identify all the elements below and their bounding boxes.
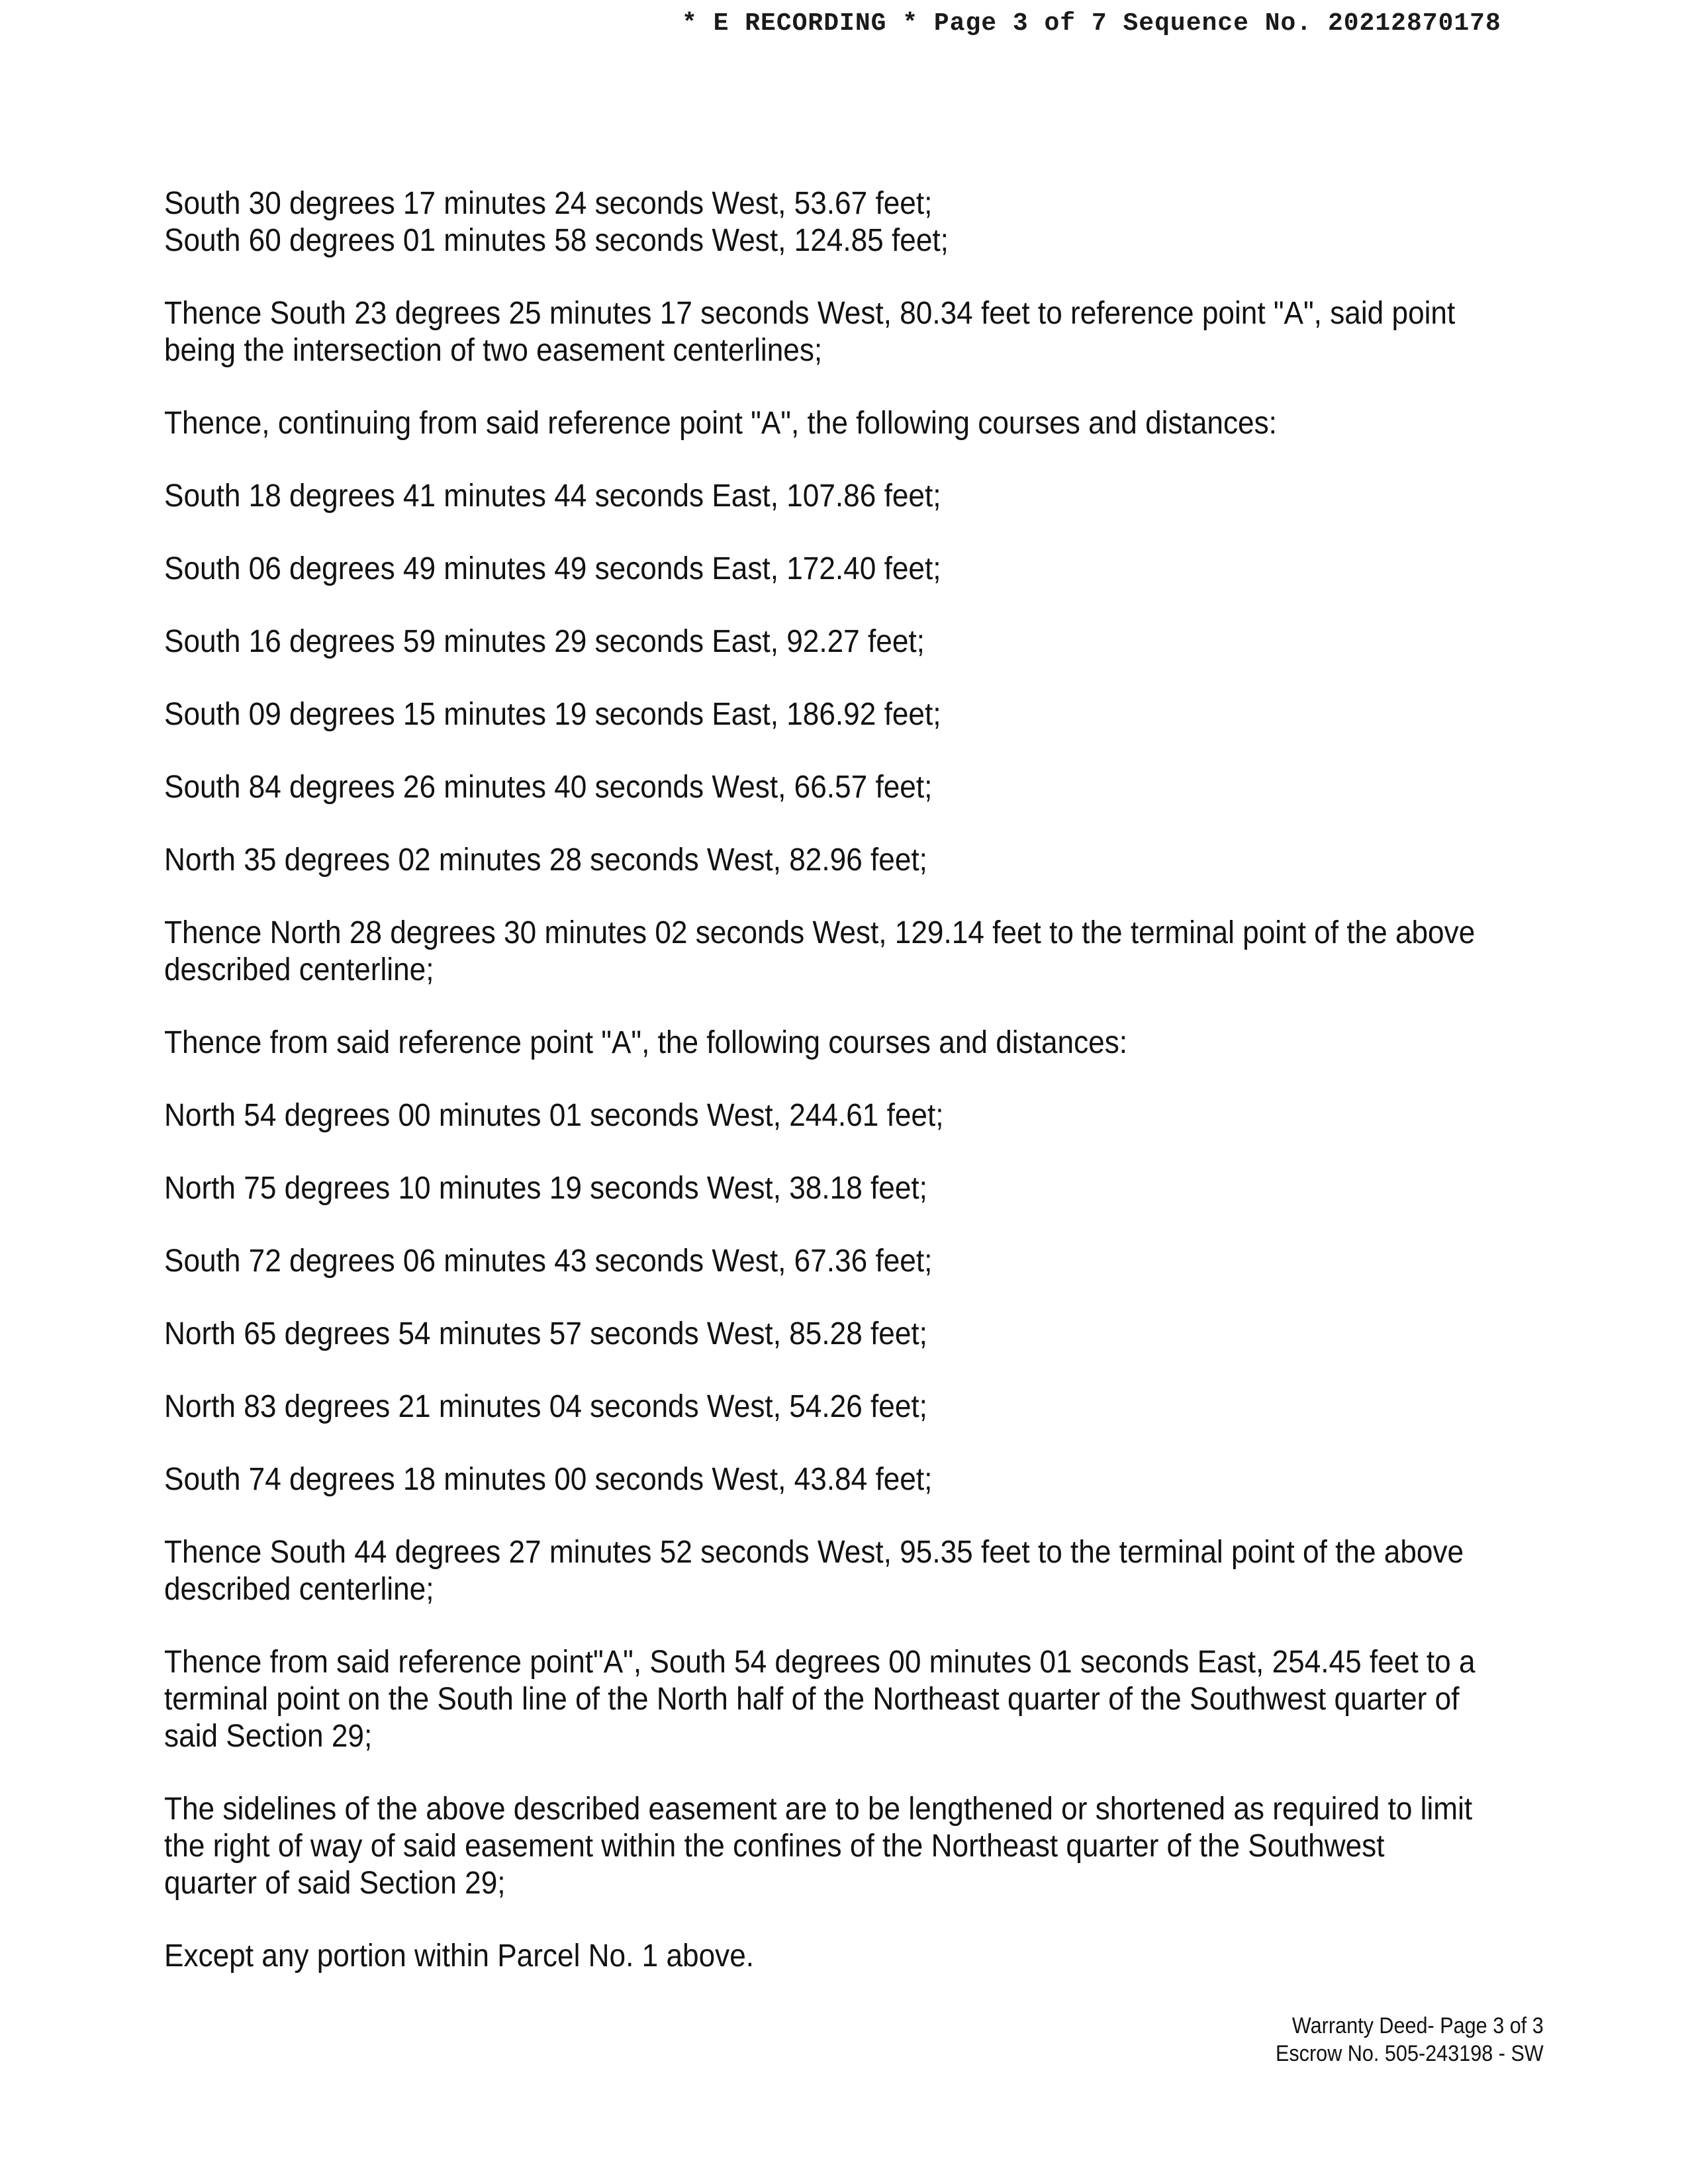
text-line: Thence, continuing from said reference point "A", the following courses and distances: (164, 406, 1277, 441)
paragraph (164, 478, 1443, 515)
text-line: the right of way of said easement within the confines of the Northeast quarter of the Southwest (164, 1829, 1385, 1864)
text-line: North 35 degrees 02 minutes 28 seconds West, 82.96 feet; (164, 842, 927, 878)
text-line: South 74 degrees 18 minutes 00 seconds West, 43.84 feet; (164, 1462, 933, 1497)
text-line: South 30 degrees 17 minutes 24 seconds West, 53.67 feet; (164, 186, 933, 221)
text-line: The sidelines of the above described easement are to be lengthened or shortened as required to limit (164, 1792, 1473, 1827)
paragraph (164, 1534, 1464, 1608)
legal-description (164, 185, 1476, 2011)
text-line: North 54 degrees 00 minutes 01 seconds West, 244.61 feet; (164, 1098, 944, 1133)
text-line: Thence South 44 degrees 27 minutes 52 seconds West, 95.35 feet to the terminal point of the above (164, 1535, 1464, 1570)
paragraph (164, 1024, 1443, 1062)
recording-header: * E RECORDING * Page 3 of 7 Sequence No. 20212870178 (682, 9, 1501, 38)
text-line: South 06 degrees 49 minutes 49 seconds East, 172.40 feet; (164, 551, 941, 586)
text-line: Thence from said reference point "A", the following courses and distances: (164, 1025, 1128, 1060)
text-line: South 60 degrees 01 minutes 58 seconds West, 124.85 feet; (164, 223, 949, 258)
paragraph (164, 1388, 1443, 1426)
text-line: South 18 degrees 41 minutes 44 seconds East, 107.86 feet; (164, 478, 941, 514)
paragraph (164, 1644, 1476, 1755)
paragraph (164, 405, 1443, 442)
text-line: South 72 degrees 06 minutes 43 seconds West, 67.36 feet; (164, 1244, 933, 1279)
paragraph (164, 1461, 1443, 1498)
paragraph (164, 769, 1443, 806)
escrow-number: Escrow No. 505-243198 - SW (1276, 2041, 1544, 2066)
paragraph (164, 915, 1476, 989)
text-line: North 75 degrees 10 minutes 19 seconds West, 38.18 feet; (164, 1171, 927, 1206)
paragraph (164, 185, 1443, 259)
page-footer (1276, 2012, 1544, 2068)
text-line: Thence South 23 degrees 25 minutes 17 seconds West, 80.34 feet to reference point "A", said point (164, 296, 1456, 331)
text-line: North 65 degrees 54 minutes 57 seconds West, 85.28 feet; (164, 1316, 927, 1351)
paragraph (164, 1938, 1443, 1975)
paragraph (164, 1791, 1473, 1902)
text-line: South 84 degrees 26 minutes 40 seconds West, 66.57 feet; (164, 770, 933, 805)
paragraph (164, 1243, 1443, 1280)
paragraph (164, 1097, 1443, 1134)
paragraph (164, 842, 1443, 879)
paragraph (164, 696, 1443, 733)
text-line: Except any portion within Parcel No. 1 above. (164, 1938, 755, 1974)
text-line: terminal point on the South line of the North half of the Northeast quarter of the Southwest quarter of (164, 1682, 1460, 1717)
text-line: South 16 degrees 59 minutes 29 seconds East, 92.27 feet; (164, 624, 925, 659)
paragraph (164, 623, 1443, 660)
paragraph (164, 295, 1456, 369)
paragraph (164, 1170, 1443, 1207)
text-line: said Section 29; (164, 1719, 373, 1754)
text-line: described centerline; (164, 1572, 434, 1607)
text-line: quarter of said Section 29; (164, 1866, 506, 1901)
text-line: being the intersection of two easement centerlines; (164, 333, 823, 368)
text-line: North 83 degrees 21 minutes 04 seconds West, 54.26 feet; (164, 1389, 927, 1424)
text-line: described centerline; (164, 952, 434, 987)
deed-page-label: Warranty Deed- Page 3 of 3 (1292, 2013, 1544, 2038)
paragraph (164, 551, 1443, 588)
text-line: South 09 degrees 15 minutes 19 seconds East, 186.92 feet; (164, 697, 941, 732)
text-line: Thence North 28 degrees 30 minutes 02 seconds West, 129.14 feet to the terminal point of the above (164, 915, 1476, 950)
paragraph (164, 1316, 1443, 1353)
text-line: Thence from said reference point"A", South 54 degrees 00 minutes 01 seconds East, 254.45 feet to a (164, 1645, 1476, 1680)
